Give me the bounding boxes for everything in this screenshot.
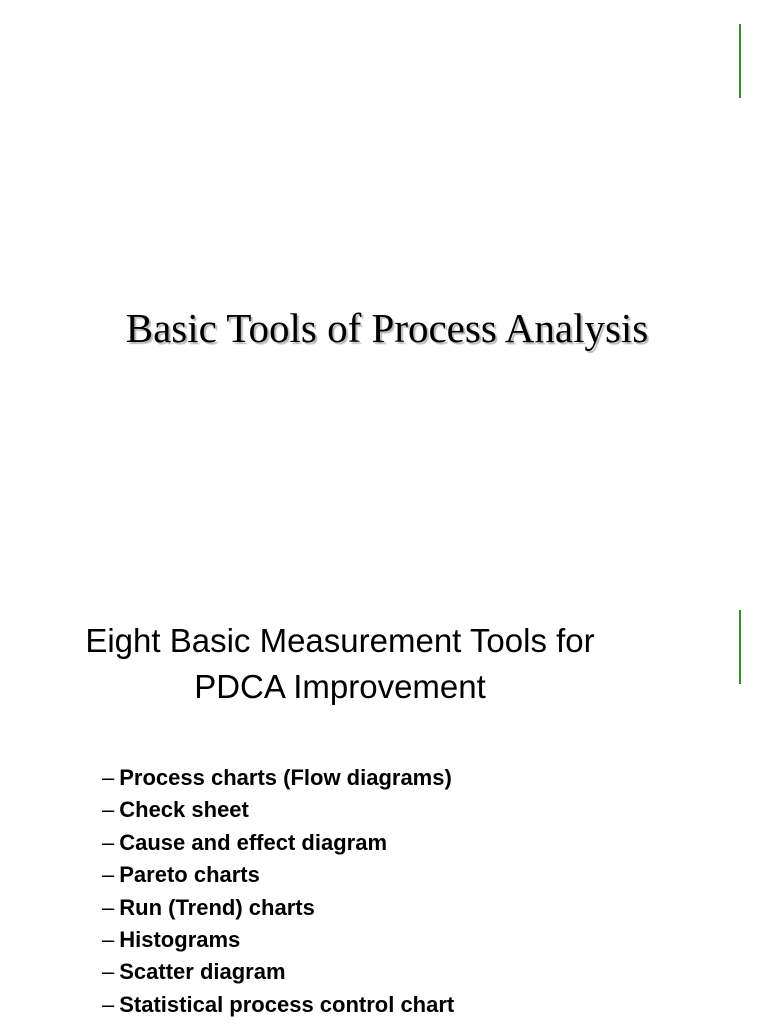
list-item: [102, 827, 454, 859]
bullet-dash: –: [102, 862, 115, 888]
bullet-dash: –: [102, 959, 115, 985]
bullet-dash: –: [102, 894, 115, 920]
list-item-text: Scatter diagram: [119, 959, 286, 985]
tool-list: [102, 762, 454, 1021]
slide-2: [0, 610, 768, 1024]
slide-heading-line-1: Eight Basic Measurement Tools for: [85, 622, 595, 659]
slide-heading-line-2: PDCA Improvement: [194, 668, 486, 705]
list-item: [102, 762, 454, 794]
slide-edge-line: [739, 24, 741, 98]
slide-heading: [0, 618, 680, 710]
bullet-dash: –: [102, 765, 115, 790]
bullet-dash: –: [102, 991, 115, 1017]
list-item: [102, 924, 454, 956]
list-item-text: Statistical process control chart: [119, 991, 455, 1017]
list-item: [102, 956, 454, 988]
list-item-text: Check sheet: [119, 797, 249, 823]
list-item: [102, 892, 454, 924]
list-item-text: Pareto charts: [119, 862, 260, 888]
bullet-dash: –: [102, 797, 115, 823]
list-item: [102, 859, 454, 891]
slide-edge-line: [739, 610, 741, 684]
bullet-dash: –: [102, 927, 115, 953]
slide-title: Basic Tools of Process Analysis: [125, 305, 649, 351]
list-item-text: Cause and effect diagram: [119, 829, 387, 855]
list-item: [102, 989, 454, 1021]
list-item-text: Process charts (Flow diagrams): [119, 765, 452, 790]
list-item: [102, 794, 454, 826]
list-item-text: Histograms: [119, 927, 241, 953]
list-item-text: Run (Trend) charts: [119, 894, 315, 920]
bullet-dash: –: [102, 829, 115, 855]
